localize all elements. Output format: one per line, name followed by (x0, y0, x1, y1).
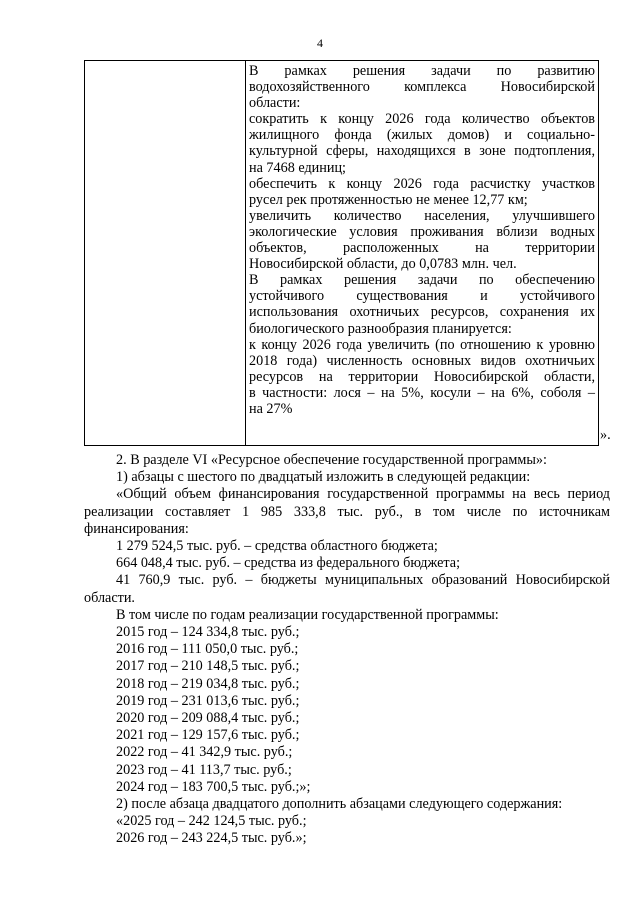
financing-line: реализации составляет 1 985 333,8 тыс. руб., в том числе по источникам (84, 503, 610, 520)
cell-line: к концу 2026 года увеличить (по отношению к уровню (249, 336, 595, 353)
table-cell-text (249, 63, 595, 417)
table (84, 60, 599, 446)
cell-line: на 27% (249, 400, 293, 417)
section-heading: 2. В разделе VI «Ресурсное обеспечение государственной программы»: (116, 452, 547, 468)
cell-line: биологического разнообразия планируется: (249, 320, 512, 337)
new-year-line: «2025 год – 242 124,5 тыс. руб.; (116, 813, 307, 830)
cell-line: Новосибирской области, до 0,0783 млн. чел. (249, 256, 517, 273)
cell-line: использования охотничьих ресурсов, сохранения их (249, 304, 595, 321)
year-line: 2022 год – 41 342,9 тыс. руб.; (116, 744, 293, 761)
cell-line: водохозяйственного комплекса Новосибирской (249, 79, 595, 96)
paragraph-item-1: 1) абзацы с шестого по двадцатый изложить в следующей редакции: (116, 469, 531, 486)
cell-line: объектов, расположенных на территории (249, 240, 595, 257)
document-body (84, 452, 610, 848)
financing-line: финансирования: (84, 520, 189, 537)
new-year-line: 2026 год – 243 224,5 тыс. руб.»; (116, 830, 307, 847)
year-line: 2024 год – 183 700,5 тыс. руб.;»; (116, 778, 311, 795)
cell-line: в частности: лося – на 5%, косули – на 6%, соболя – (249, 384, 595, 401)
paragraph-item-2: 2) после абзаца двадцатого дополнить абзацами следующего содержания: (116, 796, 563, 813)
year-line: 2021 год – 129 157,6 тыс. руб.; (116, 727, 300, 744)
cell-line: экологические условия проживания вблизи водных (249, 223, 595, 240)
cell-line: 2018 года) численность основных видов охотничьих (249, 352, 595, 369)
year-line: 2015 год – 124 334,8 тыс. руб.; (116, 624, 300, 641)
cell-line: увеличить количество населения, улучшившего (249, 207, 595, 224)
year-line: 2016 год – 111 050,0 тыс. руб.; (116, 641, 299, 658)
source-municipal: 41 760,9 тыс. руб. – бюджеты муниципальных образований Новосибирской (116, 572, 610, 589)
year-line: 2023 год – 41 113,7 тыс. руб.; (116, 761, 292, 778)
cell-line: области: (249, 95, 301, 112)
source-federal: 664 048,4 тыс. руб. – средства из федерального бюджета; (116, 555, 461, 572)
year-line: 2020 год – 209 088,4 тыс. руб.; (116, 710, 300, 727)
cell-line: сократить к концу 2026 года количество объектов (249, 111, 595, 128)
cell-line: на 7468 единиц; (249, 159, 346, 176)
table-closing-quote: ». (600, 427, 611, 443)
cell-line: жилищного фонда (жилых домов) и социально- (249, 127, 595, 144)
cell-line: обеспечить к концу 2026 года расчистку участков (249, 175, 595, 192)
source-municipal: области. (84, 589, 135, 606)
cell-line: В рамках решения задачи по обеспечению (249, 272, 595, 289)
cell-line: русел рек протяженностью не менее 12,77 км; (249, 191, 528, 208)
cell-line: устойчивого существования и устойчивого (249, 288, 595, 305)
financing-line: «Общий объем финансирования государственной программы на весь период (116, 486, 610, 503)
cell-line: В рамках решения задачи по развитию (249, 63, 595, 79)
cell-line: ресурсов на территории Новосибирской области, (249, 368, 595, 385)
table-column-divider (245, 61, 246, 445)
page-number: 4 (317, 36, 323, 50)
source-regional: 1 279 524,5 тыс. руб. – средства областного бюджета; (116, 538, 438, 555)
by-years-intro: В том числе по годам реализации государственной программы: (116, 606, 499, 623)
year-line: 2019 год – 231 013,6 тыс. руб.; (116, 692, 300, 709)
cell-line: культурной сферы, находящихся в зоне подтопления, (249, 143, 595, 160)
year-line: 2017 год – 210 148,5 тыс. руб.; (116, 658, 300, 675)
year-line: 2018 год – 219 034,8 тыс. руб.; (116, 675, 300, 692)
